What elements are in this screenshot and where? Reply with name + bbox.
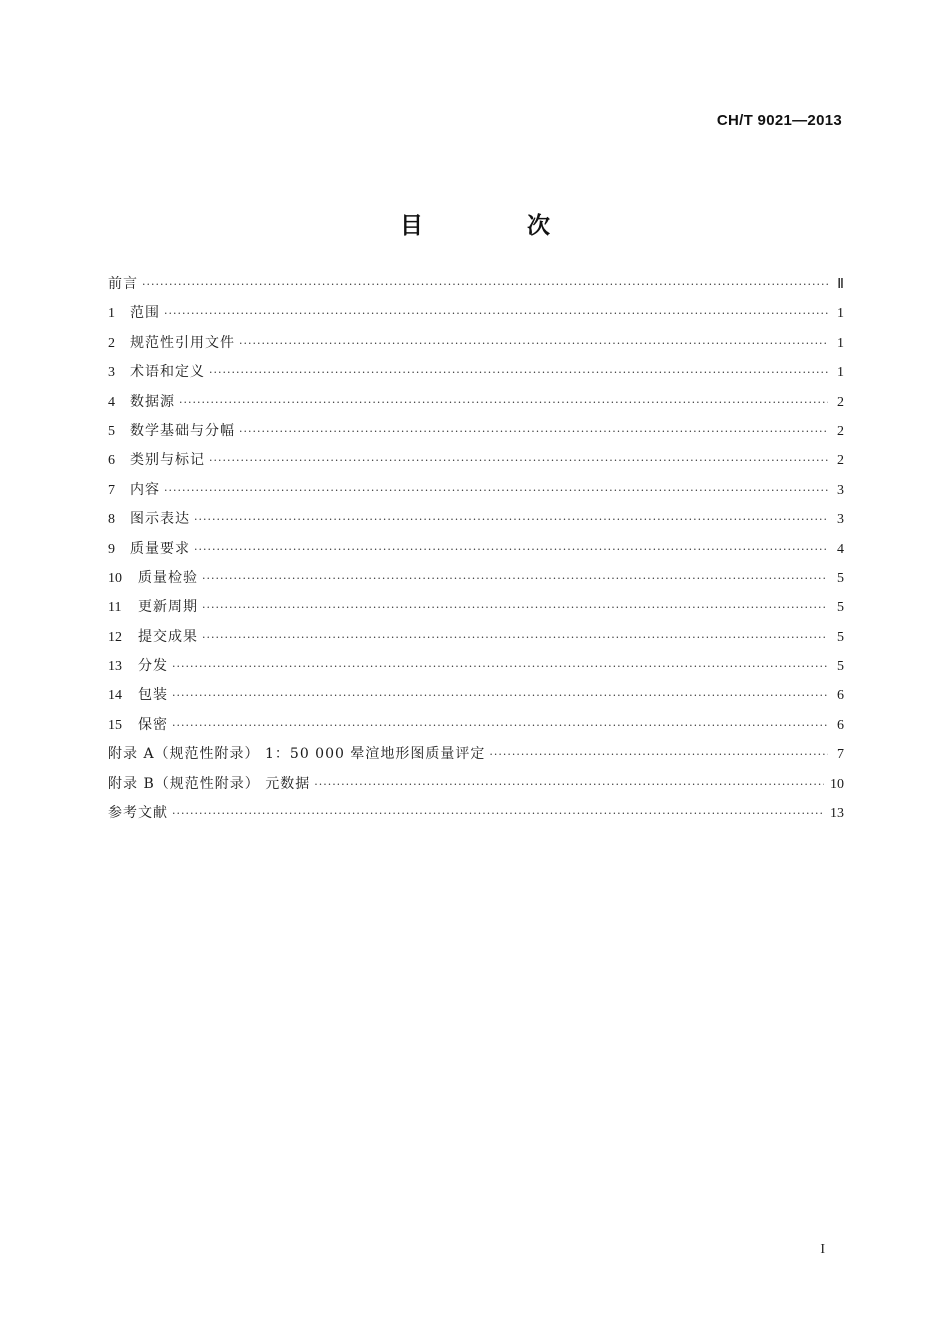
toc-item-number: 14 (108, 688, 122, 704)
toc-dot-leader (239, 329, 828, 358)
toc-item-page: 5 (837, 629, 844, 645)
toc-item-label: 图示表达 (130, 511, 190, 528)
toc-dot-leader (209, 446, 828, 475)
toc-item-page: 5 (837, 570, 844, 586)
toc-dot-leader (172, 681, 828, 710)
toc-dot-leader (194, 535, 828, 564)
toc-item-page: 2 (837, 453, 844, 469)
toc-item-page: 1 (837, 335, 844, 351)
toc-dot-leader (164, 299, 828, 328)
toc-item-8[interactable] (108, 505, 844, 534)
toc-item-page: 6 (837, 688, 844, 704)
toc-item-label: 规范性引用文件 (130, 334, 235, 351)
toc-item-11[interactable] (108, 593, 844, 622)
toc-item-number: 4 (108, 394, 115, 410)
document-code: CH/T 9021—2013 (716, 112, 842, 129)
toc-item-9[interactable] (108, 535, 844, 564)
toc-item-13[interactable] (108, 652, 844, 681)
toc-dot-leader (164, 476, 828, 505)
toc-item-page: 7 (837, 747, 844, 763)
page-title: 目 次 (399, 213, 598, 240)
toc-dot-leader (202, 623, 828, 652)
toc-item-number: 13 (108, 659, 122, 675)
toc-dot-leader (239, 417, 828, 446)
toc-item-page: 1 (837, 365, 844, 381)
toc-item-number: 9 (108, 541, 115, 557)
toc-item-page: Ⅱ (837, 277, 844, 292)
toc-item-number: 6 (108, 453, 115, 469)
toc-item-14[interactable] (108, 681, 844, 710)
toc-item-page: 5 (837, 600, 844, 616)
toc-item-4[interactable] (108, 388, 844, 417)
toc-dot-leader (172, 652, 828, 681)
toc-dot-leader (172, 799, 824, 828)
toc-item-page: 4 (837, 541, 844, 557)
page-number: I (820, 1242, 825, 1257)
toc-item-15[interactable] (108, 711, 844, 740)
toc-item-label: 内容 (130, 481, 160, 498)
toc-dot-leader (194, 505, 828, 534)
toc-item-label: 附录 B（规范性附录） 元数据 (108, 775, 311, 792)
toc-item-page: 10 (830, 776, 844, 792)
toc-item-label: 附录 A（规范性附录） 1：50 000 晕渲地形图质量评定 (108, 746, 486, 763)
toc-item-label: 数据源 (130, 393, 175, 410)
toc-item-page: 6 (837, 717, 844, 733)
toc-item-number: 2 (108, 335, 115, 351)
toc-item-page: 2 (837, 423, 844, 439)
toc-item-number: 3 (108, 365, 115, 381)
toc-item-references[interactable] (108, 799, 844, 828)
toc-dot-leader (489, 740, 828, 769)
toc-item-appendix-b[interactable] (108, 770, 844, 799)
toc-item-12[interactable] (108, 623, 844, 652)
toc-dot-leader (202, 593, 828, 622)
toc-item-foreword[interactable] (108, 270, 844, 299)
toc-item-number: 1 (108, 306, 115, 322)
toc-item-label: 包装 (138, 687, 168, 704)
toc-item-page: 1 (837, 306, 844, 322)
toc-item-label: 范围 (130, 305, 160, 322)
toc-dot-leader (314, 770, 824, 799)
toc-item-label: 更新周期 (138, 599, 198, 616)
toc-item-label: 提交成果 (138, 628, 198, 645)
toc-item-2[interactable] (108, 329, 844, 358)
toc-item-number: 8 (108, 512, 115, 528)
toc-item-label: 参考文献 (108, 805, 168, 822)
toc-item-10[interactable] (108, 564, 844, 593)
toc-item-label: 质量检验 (138, 569, 198, 586)
toc-dot-leader (202, 564, 828, 593)
table-of-contents (108, 270, 844, 828)
toc-item-label: 前言 (108, 276, 138, 292)
toc-item-page: 3 (837, 512, 844, 528)
toc-item-5[interactable] (108, 417, 844, 446)
toc-item-page: 5 (837, 659, 844, 675)
toc-item-page: 2 (837, 394, 844, 410)
toc-item-label: 分发 (138, 658, 168, 675)
toc-item-label: 数学基础与分幅 (130, 422, 235, 439)
toc-dot-leader (209, 358, 828, 387)
toc-item-6[interactable] (108, 446, 844, 475)
toc-item-number: 12 (108, 629, 122, 645)
toc-item-label: 保密 (138, 716, 168, 733)
toc-item-label: 术语和定义 (130, 364, 205, 381)
toc-dot-leader (179, 388, 828, 417)
toc-item-number: 7 (108, 482, 115, 498)
toc-item-page: 13 (830, 806, 844, 822)
toc-item-label: 质量要求 (130, 540, 190, 557)
toc-item-number: 11 (108, 600, 122, 616)
toc-item-7[interactable] (108, 476, 844, 505)
toc-item-label: 类别与标记 (130, 452, 205, 469)
toc-dot-leader (142, 270, 828, 299)
toc-item-number: 15 (108, 717, 122, 733)
toc-item-1[interactable] (108, 299, 844, 328)
toc-item-number: 5 (108, 423, 115, 439)
toc-dot-leader (172, 711, 828, 740)
toc-item-appendix-a[interactable] (108, 740, 844, 769)
toc-item-page: 3 (837, 482, 844, 498)
toc-item-3[interactable] (108, 358, 844, 387)
toc-item-number: 10 (108, 570, 122, 586)
